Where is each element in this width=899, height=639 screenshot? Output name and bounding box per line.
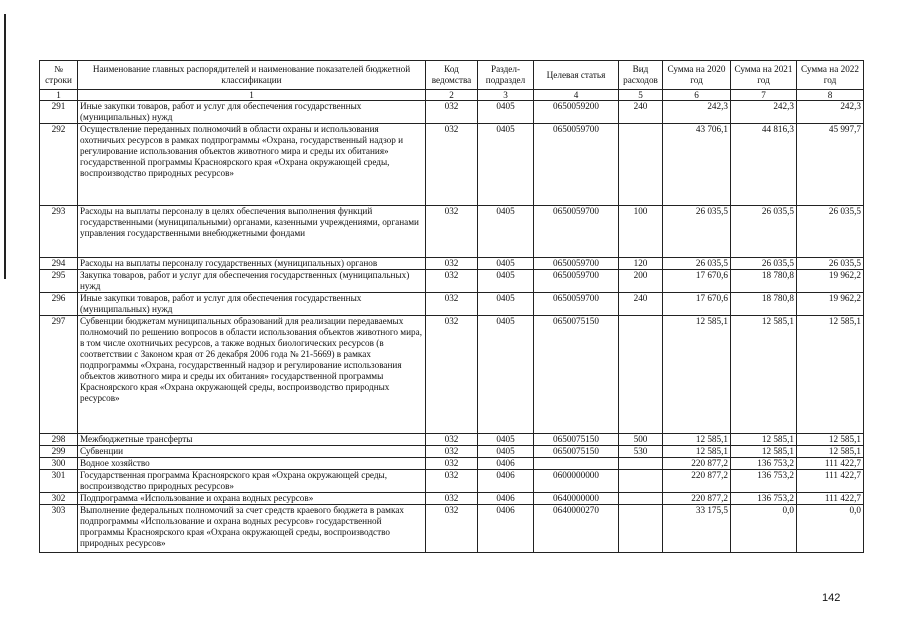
- row-name-cell: Осуществление переданных полномочий в области охраны и использования охотничьих ресурсов в рамках подпрограммы «Охрана, государственный надзор и регулирование использования объектов животного мира и среды их обитания» государственной программы Красноярского края «Охрана окружающей среды, воспроизводство природных ресурсов»: [78, 124, 426, 206]
- section-cell: 0405: [478, 258, 534, 270]
- dept-code-cell: 032: [426, 470, 478, 493]
- row-name-cell: Расходы на выплаты персоналу в целях обеспечения выполнения функций государственными (муниципальными) органами, казенными учреждениями, органами управления государственными внебюджетными фондами: [78, 206, 426, 258]
- dept-code-cell: 032: [426, 206, 478, 258]
- row-number-cell: 299: [40, 446, 78, 458]
- expense-type-cell: 120: [619, 258, 663, 270]
- expense-type-cell: [619, 124, 663, 206]
- sum-2021-cell: 18 780,8: [731, 293, 797, 316]
- expense-type-cell: [619, 493, 663, 505]
- sum-2021-cell: 242,3: [731, 101, 797, 124]
- target-article-cell: 0650075150: [534, 446, 619, 458]
- row-name-cell: Подпрограмма «Использование и охрана водных ресурсов»: [78, 493, 426, 505]
- sum-2020-cell: 12 585,1: [663, 434, 731, 446]
- row-name-cell: Выполнение федеральных полномочий за счет средств краевого бюджета в рамках подпрограммы «Использование и охрана водных ресурсов» государственной программы Красноярского края «Охрана окружающей среды, воспроизводство природных ресурсов»: [78, 505, 426, 553]
- expense-type-cell: 500: [619, 434, 663, 446]
- section-cell: 0406: [478, 458, 534, 470]
- section-cell: 0406: [478, 493, 534, 505]
- sum-2021-cell: 136 753,2: [731, 458, 797, 470]
- sum-2022-cell: 19 962,2: [797, 293, 864, 316]
- dept-code-cell: 032: [426, 258, 478, 270]
- sum-2022-cell: 111 422,7: [797, 493, 864, 505]
- expense-type-cell: [619, 505, 663, 553]
- expense-type-cell: [619, 470, 663, 493]
- section-cell: 0405: [478, 124, 534, 206]
- sum-2020-cell: 43 706,1: [663, 124, 731, 206]
- sum-2020-cell: 26 035,5: [663, 258, 731, 270]
- row-name-cell: Субвенции бюджетам муниципальных образований для реализации передаваемых полномочий по решению вопросов в области использования объектов животного мира, в том числе охотничьих ресурсов, а также водных биологических ресурсов (в соответствии с Законом края от 26 декабря 2006 года № 21-5669) в рамках подпрограммы «Охрана, государственный надзор и регулирование использования объектов животного мира и среды их обитания» государственной программы Красноярского края «Охрана окружающей среды, воспроизводство природных ресурсов»: [78, 316, 426, 434]
- table-row: [40, 206, 864, 258]
- sum-2020-cell: 26 035,5: [663, 206, 731, 258]
- section-cell: 0405: [478, 316, 534, 434]
- table-row: [40, 434, 864, 446]
- table-row: [40, 293, 864, 316]
- table-body: [40, 101, 864, 553]
- row-number-cell: 301: [40, 470, 78, 493]
- section-cell: 0405: [478, 270, 534, 293]
- row-number-cell: 292: [40, 124, 78, 206]
- sum-2020-cell: 220 877,2: [663, 493, 731, 505]
- header-sum-2022: Сумма на 2022 год: [797, 61, 864, 90]
- sum-2020-cell: 12 585,1: [663, 316, 731, 434]
- dept-code-cell: 032: [426, 124, 478, 206]
- section-cell: 0406: [478, 505, 534, 553]
- header-row-number: № строки: [40, 61, 78, 90]
- sum-2021-cell: 12 585,1: [731, 434, 797, 446]
- budget-table: [39, 60, 864, 553]
- sum-2021-cell: 44 816,3: [731, 124, 797, 206]
- table-row: [40, 124, 864, 206]
- row-number-cell: 293: [40, 206, 78, 258]
- header-name: Наименование главных распорядителей и наименование показателей бюджетной классификации: [78, 61, 426, 90]
- sum-2022-cell: 0,0: [797, 505, 864, 553]
- dept-code-cell: 032: [426, 458, 478, 470]
- row-name-cell: Расходы на выплаты персоналу государственных (муниципальных) органов: [78, 258, 426, 270]
- section-cell: 0406: [478, 470, 534, 493]
- column-number: 5: [619, 90, 663, 101]
- expense-type-cell: 240: [619, 293, 663, 316]
- row-number-cell: 300: [40, 458, 78, 470]
- dept-code-cell: 032: [426, 446, 478, 458]
- row-number-cell: 296: [40, 293, 78, 316]
- table-row: [40, 270, 864, 293]
- sum-2022-cell: 26 035,5: [797, 258, 864, 270]
- scan-edge-line: [4, 14, 6, 279]
- expense-type-cell: 200: [619, 270, 663, 293]
- sum-2020-cell: 17 670,6: [663, 270, 731, 293]
- sum-2021-cell: 136 753,2: [731, 493, 797, 505]
- column-number: 1: [78, 90, 426, 101]
- row-number-cell: 298: [40, 434, 78, 446]
- sum-2022-cell: 111 422,7: [797, 470, 864, 493]
- row-name-cell: Субвенции: [78, 446, 426, 458]
- row-name-cell: Межбюджетные трансферты: [78, 434, 426, 446]
- expense-type-cell: 530: [619, 446, 663, 458]
- section-cell: 0405: [478, 293, 534, 316]
- row-number-cell: 297: [40, 316, 78, 434]
- section-cell: 0405: [478, 434, 534, 446]
- target-article-cell: 0650059700: [534, 270, 619, 293]
- row-name-cell: Иные закупки товаров, работ и услуг для обеспечения государственных (муниципальных) нужд: [78, 293, 426, 316]
- sum-2022-cell: 111 422,7: [797, 458, 864, 470]
- header-sum-2021: Сумма на 2021 год: [731, 61, 797, 90]
- target-article-cell: 0650059700: [534, 124, 619, 206]
- header-section: Раздел-подраздел: [478, 61, 534, 90]
- sum-2021-cell: 136 753,2: [731, 470, 797, 493]
- sum-2020-cell: 12 585,1: [663, 446, 731, 458]
- column-number: 2: [426, 90, 478, 101]
- sum-2021-cell: 18 780,8: [731, 270, 797, 293]
- column-number: 8: [797, 90, 864, 101]
- target-article-cell: 0650075150: [534, 316, 619, 434]
- table-row: [40, 493, 864, 505]
- sum-2021-cell: 26 035,5: [731, 258, 797, 270]
- sum-2021-cell: 0,0: [731, 505, 797, 553]
- sum-2020-cell: 17 670,6: [663, 293, 731, 316]
- column-number: 4: [534, 90, 619, 101]
- target-article-cell: [534, 458, 619, 470]
- target-article-cell: 0600000000: [534, 470, 619, 493]
- target-article-cell: 0640000000: [534, 493, 619, 505]
- sum-2020-cell: 242,3: [663, 101, 731, 124]
- page-number: 142: [822, 592, 841, 604]
- target-article-cell: 0650075150: [534, 434, 619, 446]
- expense-type-cell: [619, 316, 663, 434]
- sum-2022-cell: 12 585,1: [797, 316, 864, 434]
- sum-2022-cell: 45 997,7: [797, 124, 864, 206]
- row-number-cell: 302: [40, 493, 78, 505]
- dept-code-cell: 032: [426, 316, 478, 434]
- sum-2022-cell: 12 585,1: [797, 434, 864, 446]
- header-expense-type: Вид расходов: [619, 61, 663, 90]
- column-number-row: [40, 90, 864, 101]
- section-cell: 0405: [478, 206, 534, 258]
- table-row: [40, 316, 864, 434]
- table-row: [40, 258, 864, 270]
- column-number: 3: [478, 90, 534, 101]
- sum-2020-cell: 220 877,2: [663, 458, 731, 470]
- row-number-cell: 303: [40, 505, 78, 553]
- target-article-cell: 0640000270: [534, 505, 619, 553]
- row-name-cell: Государственная программа Красноярского края «Охрана окружающей среды, воспроизводство природных ресурсов»: [78, 470, 426, 493]
- target-article-cell: 0650059700: [534, 206, 619, 258]
- expense-type-cell: [619, 458, 663, 470]
- expense-type-cell: 240: [619, 101, 663, 124]
- section-cell: 0405: [478, 446, 534, 458]
- row-name-cell: Водное хозяйство: [78, 458, 426, 470]
- row-name-cell: Иные закупки товаров, работ и услуг для обеспечения государственных (муниципальных) нужд: [78, 101, 426, 124]
- sum-2021-cell: 26 035,5: [731, 206, 797, 258]
- row-number-cell: 295: [40, 270, 78, 293]
- row-number-cell: 291: [40, 101, 78, 124]
- sum-2020-cell: 33 175,5: [663, 505, 731, 553]
- column-number: 7: [731, 90, 797, 101]
- target-article-cell: 0650059700: [534, 258, 619, 270]
- table-row: [40, 505, 864, 553]
- header-dept-code: Код ведомства: [426, 61, 478, 90]
- table-row: [40, 470, 864, 493]
- table-header-row: [40, 61, 864, 90]
- table-row: [40, 101, 864, 124]
- section-cell: 0405: [478, 101, 534, 124]
- table-row: [40, 458, 864, 470]
- sum-2022-cell: 26 035,5: [797, 206, 864, 258]
- column-number: 1: [40, 90, 78, 101]
- dept-code-cell: 032: [426, 101, 478, 124]
- sum-2022-cell: 12 585,1: [797, 446, 864, 458]
- expense-type-cell: 100: [619, 206, 663, 258]
- column-number: 6: [663, 90, 731, 101]
- sum-2022-cell: 19 962,2: [797, 270, 864, 293]
- dept-code-cell: 032: [426, 270, 478, 293]
- header-target-article: Целевая статья: [534, 61, 619, 90]
- sum-2021-cell: 12 585,1: [731, 316, 797, 434]
- sum-2021-cell: 12 585,1: [731, 446, 797, 458]
- row-name-cell: Закупка товаров, работ и услуг для обеспечения государственных (муниципальных) нужд: [78, 270, 426, 293]
- table-row: [40, 446, 864, 458]
- target-article-cell: 0650059700: [534, 293, 619, 316]
- sum-2020-cell: 220 877,2: [663, 470, 731, 493]
- dept-code-cell: 032: [426, 505, 478, 553]
- sum-2022-cell: 242,3: [797, 101, 864, 124]
- row-number-cell: 294: [40, 258, 78, 270]
- dept-code-cell: 032: [426, 434, 478, 446]
- header-sum-2020: Сумма на 2020 год: [663, 61, 731, 90]
- dept-code-cell: 032: [426, 293, 478, 316]
- target-article-cell: 0650059200: [534, 101, 619, 124]
- dept-code-cell: 032: [426, 493, 478, 505]
